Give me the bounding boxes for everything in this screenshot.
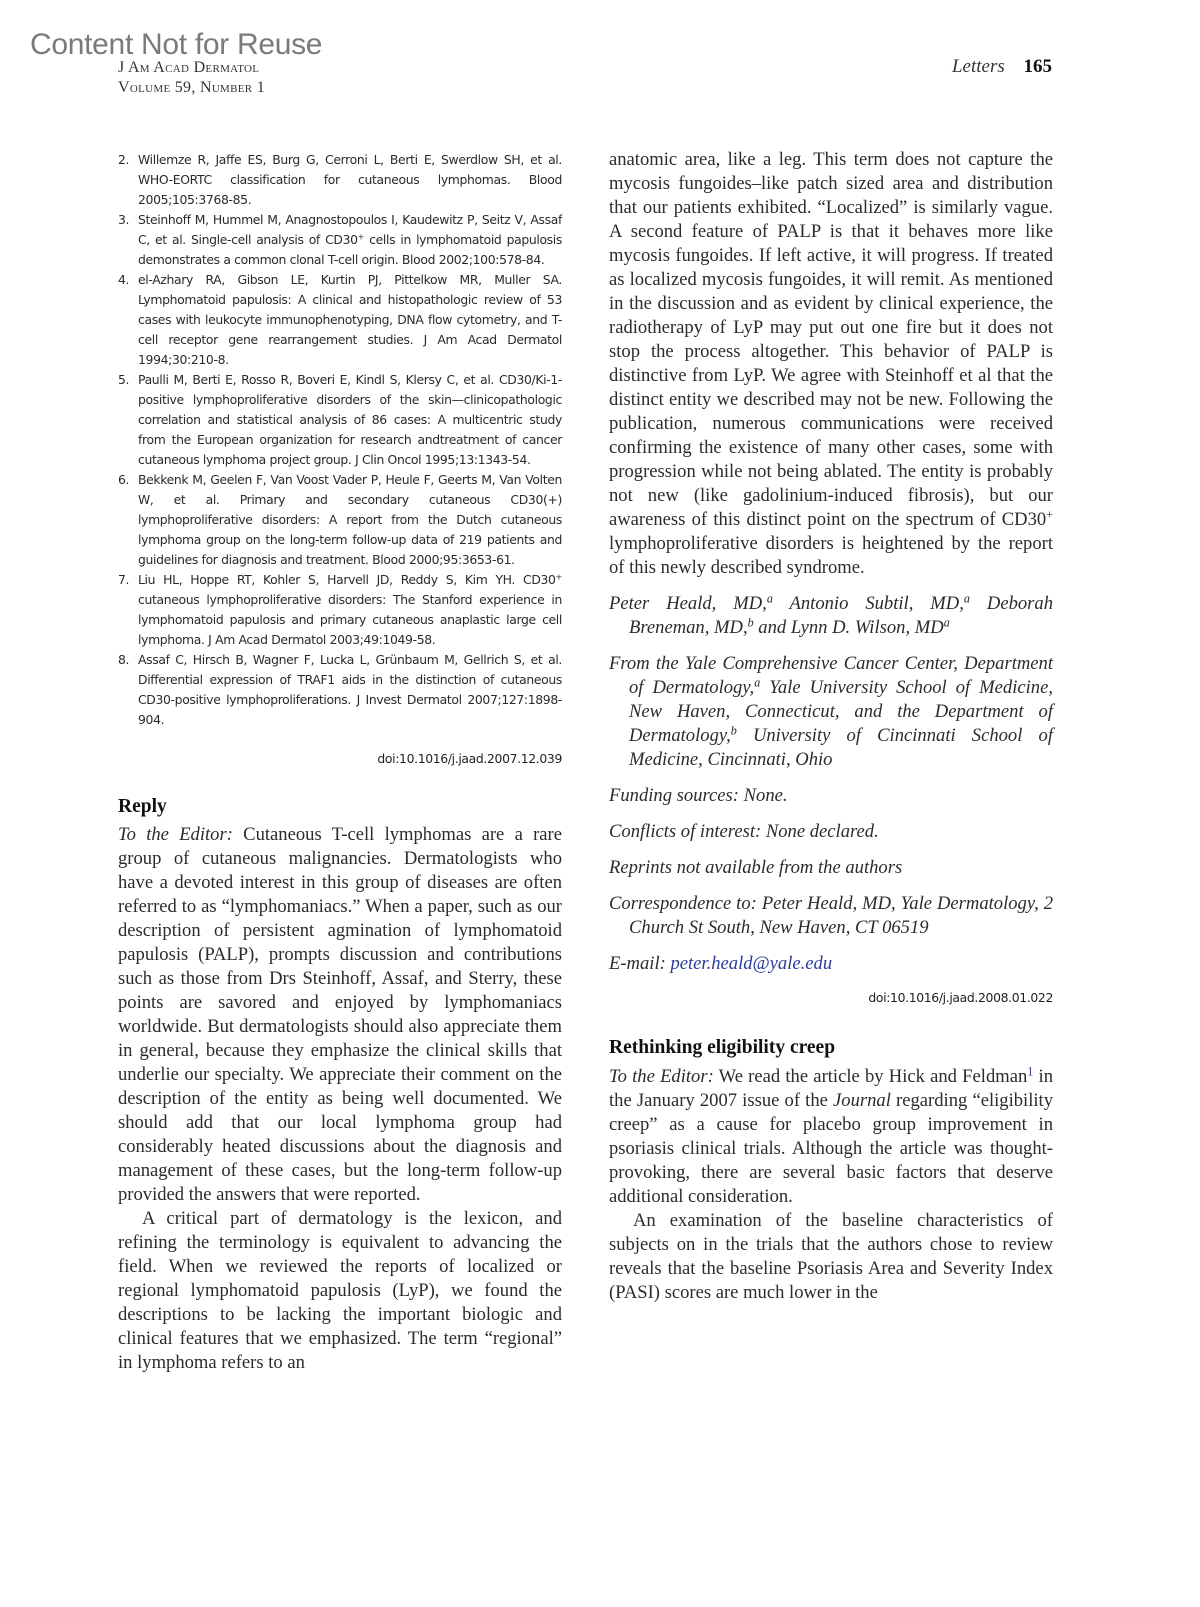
right-column (609, 148, 1053, 1305)
funding-statement: Funding sources: None. (609, 785, 788, 806)
running-header-page (952, 56, 1052, 78)
salutation: To the Editor: (609, 1066, 714, 1087)
journal-volume: Volume 59, Number 1 (118, 79, 266, 96)
reprints-statement: Reprints not available from the authors (609, 857, 903, 878)
reference-item: 5. Paulli M, Berti E, Rosso R, Boveri E, Kindl S, Klersy C, et al. CD30/Ki-1-positive lymphoproliferative disorders of the skin—clinicopathologic correlation and statistical analysis of 86 cases: A multicentric study from the European organization for research andtreatment of cancer cutaneous lymphoma project group. J Clin Oncol 1995;13:1343-54. (118, 372, 562, 467)
rethinking-paragraph-1: To the Editor: We read the article by Hick and Feldman$^1$ in the January 2007 issue of the Journal regarding “eligibility creep” as a cause for placebo group improvement in psoriasis clinical trials. Although the article was thought-provoking, there are several basic factors that deserve additional consideration. (609, 1064, 1053, 1207)
reply-paragraph-1: To the Editor: Cutaneous T-cell lymphomas are a rare group of cutaneous malignancies. Dermatologists who have a devoted interest in this group of diseases are often referred to as “lymphomaniacs.” When a paper, such as our description of persistent agmination of lymphomatoid papulosis (PALP), prompts discussion and contributions such as those from Drs Steinhoff, Assaf, and Sterry, these points are savored and enjoyed by lymphomaniacs worldwide. But dermatologists should also appreciate them in general, because they emphasize the clinical skills that underlie our specialty. We appreciate their comment on the description of the entity as being well documented. We should add that our local lymphoma group had considerably heated discussions about the diagnosis and management of these cases, but the long-term follow-up provided the answers that were reported. (118, 824, 562, 1205)
doi-previous-letter: doi:10.1016/j.jaad.2007.12.039 (377, 751, 562, 766)
rethinking-heading: Rethinking eligibility creep (609, 1037, 836, 1058)
reference-item: 6. Bekkenk M, Geelen F, Van Voost Vader P, Heule F, Geerts M, Van Volten W, et al. Primary and secondary cutaneous CD30(+) lymphoproliferative disorders: A report from the Dutch cutaneous lymphoma group on the long-term follow-up data of 219 patients and guidelines for diagnosis and treatment. Blood 2000;95:3653-61. (118, 472, 562, 567)
doi-reply: doi:10.1016/j.jaad.2008.01.022 (868, 990, 1053, 1005)
correspondence-address: Correspondence to: Peter Heald, MD, Yale Dermatology, 2 Church St South, New Haven, CT 06519 (609, 893, 1053, 938)
conflicts-statement: Conflicts of interest: None declared. (609, 821, 879, 842)
journal-name: J Am Acad Dermatol (118, 59, 260, 76)
rethinking-paragraph-2: An examination of the baseline characteristics of subjects on in the trials that the authors chose to review reveals that the baseline Psoriasis Area and Severity Index (PASI) scores are much lower in the (609, 1210, 1053, 1303)
reference-item: 2. Willemze R, Jaffe ES, Burg G, Cerroni L, Berti E, Swerdlow SH, et al. WHO-EORTC classification for cutaneous lymphomas. Blood 2005;105:3768-85. (118, 152, 562, 207)
reply-paragraph-2: A critical part of dermatology is the lexicon, and refining the terminology is equivalent to advancing the field. When we reviewed the reports of localized or regional lymphomatoid papulosis (LyP), we found the descriptions to be lacking the important biologic and clinical features that we emphasized. The term “regional” in lymphoma refers to an (118, 1208, 562, 1373)
running-header-journal (118, 58, 265, 98)
salutation: To the Editor: (118, 824, 233, 845)
reply-heading: Reply (118, 796, 167, 817)
reply-paragraph-2-continued: anatomic area, like a leg. This term does not capture the mycosis fungoides–like patch sized area and distribution that our patients exhibited. “Localized” is similarly vague. A second feature of PALP is that it behaves more like mycosis fungoides. If left active, it will progress. If treated as localized mycosis fungoides, it will remit. As mentioned in the discussion and as evident by clinical experience, the radiotherapy of LyP may put out one fire but it does not stop the process altogether. This behavior of PALP is distinctive from LyP. We agree with Steinhoff et al that the distinct entity we described may not be new. Following the publication, numerous communications were received confirming the existence of many other cases, some with progression while not being ablated. The entity is probably not new (like gadolinium-induced fibrosis), but our awareness of this distinct point on the spectrum of CD30+ lymphoproliferative disorders is heightened by the report of this newly described syndrome. (609, 149, 1053, 578)
email-link[interactable]: peter.heald@yale.edu (670, 953, 833, 974)
reference-item: 4. el-Azhary RA, Gibson LE, Kurtin PJ, Pittelkow MR, Muller SA. Lymphomatoid papulosis: A clinical and histopathologic review of 53 cases with leukocyte immunophenotyping, DNA flow cytometry, and T-cell receptor gene rearrangement studies. J Am Acad Dermatol 1994;30:210-8. (118, 272, 562, 367)
reference-item: 8. Assaf C, Hirsch B, Wagner F, Lucka L, Grünbaum M, Gellrich S, et al. Differential expression of TRAF1 aids in the distinction of cutaneous CD30-positive lymphoproliferations. J Invest Dermatol 2007;127:1898-904. (118, 652, 562, 727)
author-list: Peter Heald, MD,$^a$ Antonio Subtil, MD,$^a$ Deborah Breneman, MD,$^b$ and Lynn D. Wilson, $MD^a$ (609, 591, 1053, 638)
section-name: Letters (951, 56, 1005, 77)
watermark: Content Not for Reuse (30, 28, 323, 61)
page-number: 165 (1023, 56, 1052, 77)
reference-list (118, 150, 562, 730)
reference-link[interactable]: 1 (1027, 1064, 1034, 1079)
email-line: E-mail: peter.heald@yale.edu (609, 953, 833, 974)
reference-item: 3. Steinhoff M, Hummel M, Anagnostopoulos I, Kaudewitz P, Seitz V, Assaf C, et al. Single-cell analysis of CD30+ cells in lymphomatoid papulosis demonstrates a common clonal T-cell origin. Blood 2002;100:578-84. (118, 212, 562, 267)
left-column (118, 150, 562, 1375)
reference-item: 7. Liu HL, Hoppe RT, Kohler S, Harvell JD, Reddy S, Kim YH. CD30+ cutaneous lymphoproliferative disorders: The Stanford experience in lymphomatoid papulosis and primary cutaneous anaplastic large cell lymphoma. J Am Acad Dermatol 2003;49:1049-58. (118, 572, 562, 647)
author-affiliations: From the Yale Comprehensive Cancer Center, Department of Dermatology,$^a$ Yale University School of Medicine, New Haven, Connecticut, and the Department of Dermatology,$^b$ University of Cincinnati School of Medicine, Cincinnati, Ohio (609, 653, 1053, 770)
